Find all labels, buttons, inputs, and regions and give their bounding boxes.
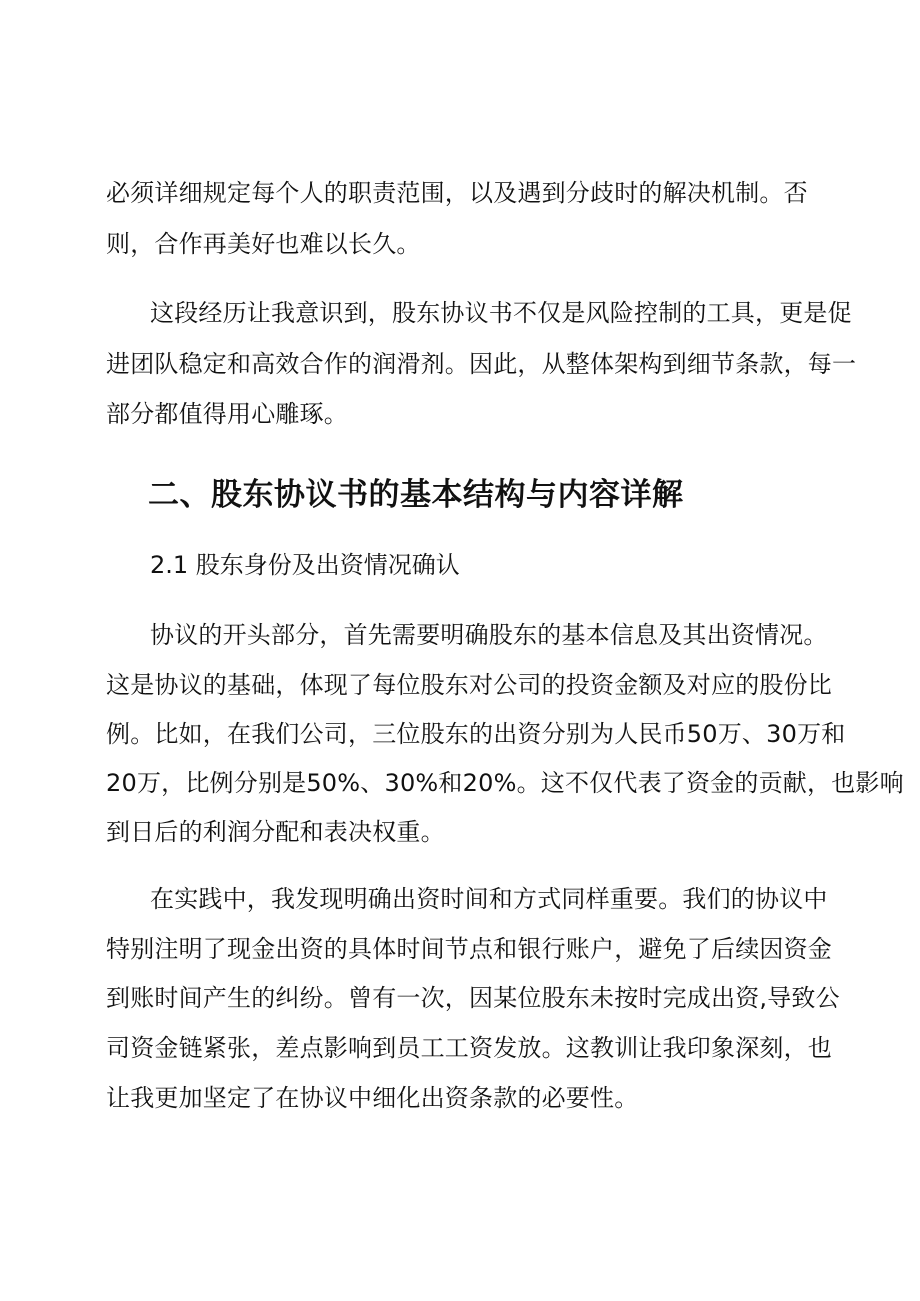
paragraph-2-line-3: 部分都值得用心雕琢。	[106, 400, 348, 428]
paragraph-2-line-2: 进团队稳定和高效合作的润滑剂。因此，从整体架构到细节条款，每一	[106, 350, 857, 378]
subsection-heading: 2.1 股东身份及出资情况确认	[150, 551, 460, 579]
paragraph-2-line-1: 这段经历让我意识到，股东协议书不仅是风险控制的工具，更是促	[150, 299, 852, 327]
paragraph-1-line-2: 则，合作再美好也难以长久。	[106, 230, 421, 258]
paragraph-4-line-3: 到账时间产生的纠纷。曾有一次，因某位股东未按时完成出资,导致公	[106, 984, 840, 1012]
paragraph-3-line-3: 例。比如，在我们公司，三位股东的出资分别为人民币50万、30万和	[106, 720, 846, 748]
paragraph-3-line-5: 到日后的利润分配和表决权重。	[106, 818, 445, 846]
paragraph-3-line-4: 20万，比例分别是50%、30%和20%。这不仅代表了资金的贡献，也影响	[106, 769, 904, 797]
paragraph-3-line-1: 协议的开头部分，首先需要明确股东的基本信息及其出资情况。	[150, 621, 828, 649]
paragraph-1-line-1: 必须详细规定每个人的职责范围，以及遇到分歧时的解决机制。否	[106, 179, 808, 207]
paragraph-3-line-2: 这是协议的基础，体现了每位股东对公司的投资金额及对应的股份比	[106, 671, 832, 699]
paragraph-4-line-4: 司资金链紧张，差点影响到员工工资发放。这教训让我印象深刻，也	[106, 1034, 832, 1062]
paragraph-4-line-5: 让我更加坚定了在协议中细化出资条款的必要性。	[106, 1084, 639, 1112]
paragraph-4-line-1: 在实践中，我发现明确出资时间和方式同样重要。我们的协议中	[150, 885, 828, 913]
paragraph-4-line-2: 特别注明了现金出资的具体时间节点和银行账户，避免了后续因资金	[106, 935, 832, 963]
section-heading: 二、股东协议书的基本结构与内容详解	[148, 477, 684, 513]
